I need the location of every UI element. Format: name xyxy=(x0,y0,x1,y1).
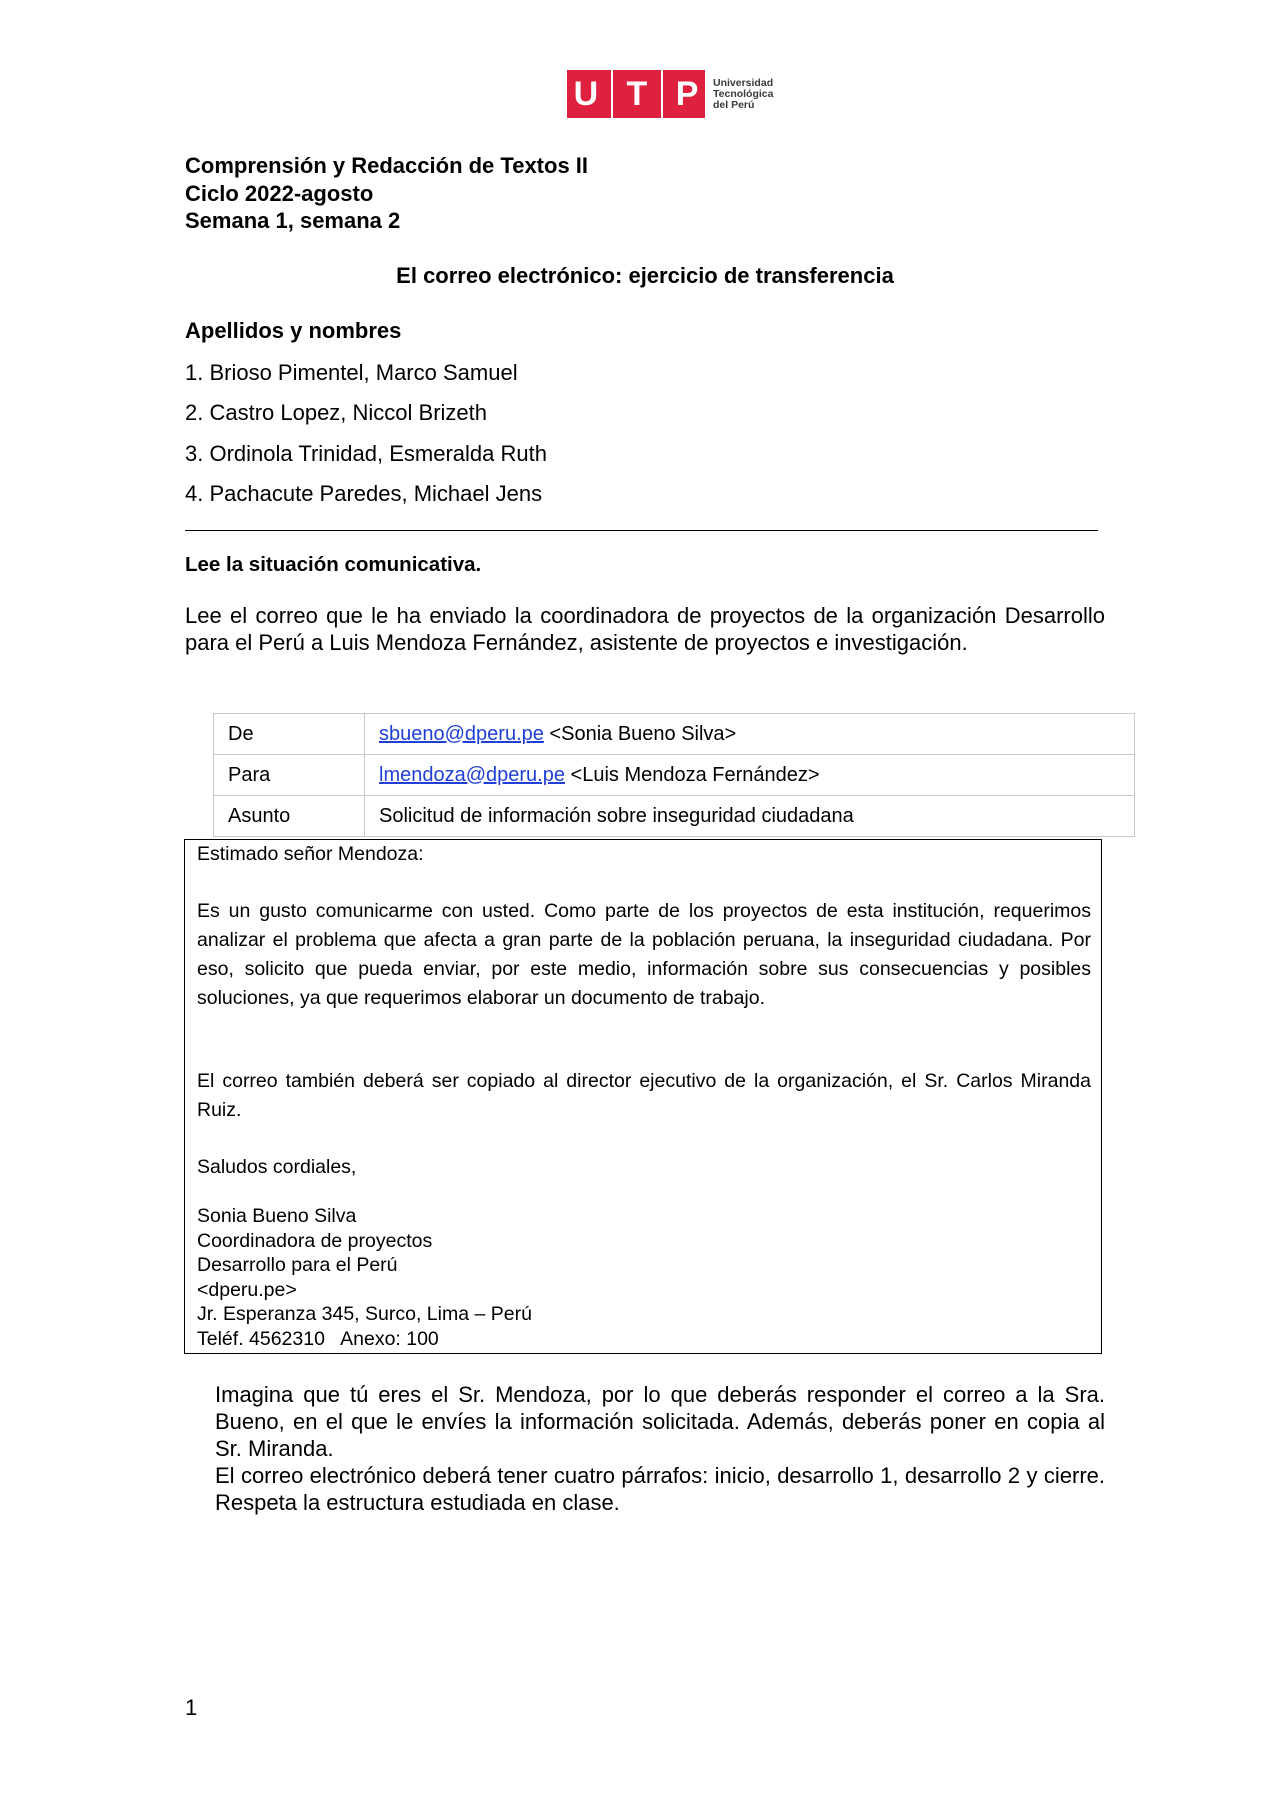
to-name: <Luis Mendoza Fernández> xyxy=(564,763,820,786)
to-value xyxy=(365,755,1135,796)
email-from-row xyxy=(214,714,1135,755)
member-item: 4. Pachacute Paredes, Michael Jens xyxy=(185,481,543,506)
to-label: Para xyxy=(214,755,365,796)
week-label: Semana 1, semana 2 xyxy=(185,208,401,233)
signature-line: Sonia Bueno Silva xyxy=(197,1205,357,1227)
email-paragraph-1: Es un gusto comunicarme con usted. Como parte de los proyectos de esta institución, requerimos analizar el problema que afecta a gran parte de la población peruana, la inseguridad ciudadana. Por eso, solicito que pueda enviar, por este medio, información sobre sus consecuencias y posibles soluciones, ya que requerimos elaborar un documento de trabajo. xyxy=(197,900,1091,1009)
logo-text-line: Universidad xyxy=(713,76,774,89)
email-body-box xyxy=(184,839,1102,1354)
logo-divider xyxy=(661,70,663,118)
from-name: <Sonia Bueno Silva> xyxy=(543,722,737,745)
email-subject-row xyxy=(214,796,1135,837)
subject-value: Solicitud de información sobre inseguridad ciudadana xyxy=(365,796,1135,837)
email-header-table xyxy=(213,713,1135,837)
signature-line: Desarrollo para el Perú xyxy=(197,1254,398,1276)
logo-letter-u: U xyxy=(573,74,599,113)
email-paragraph-2: El correo también deberá ser copiado al director ejecutivo de la organización, el Sr. Carlos Miranda Ruiz. xyxy=(197,1070,1091,1121)
separator-line xyxy=(185,530,1098,531)
page-number: 1 xyxy=(185,1695,198,1720)
member-item: 1. Brioso Pimentel, Marco Samuel xyxy=(185,360,518,385)
logo-divider xyxy=(611,70,613,118)
instructions xyxy=(215,1381,1105,1516)
from-email-link[interactable]: sbueno@dperu.pe xyxy=(379,722,544,745)
cycle-label: Ciclo 2022-agosto xyxy=(185,181,374,206)
subject-label: Asunto xyxy=(214,796,365,837)
from-label: De xyxy=(214,714,365,755)
logo-mark xyxy=(567,70,705,118)
document-title: El correo electrónico: ejercicio de transferencia xyxy=(396,263,894,288)
email-closing: Saludos cordiales, xyxy=(197,1156,357,1178)
logo-text-line: Tecnológica xyxy=(713,87,774,100)
instruction-paragraph: El correo electrónico deberá tener cuatro párrafos: inicio, desarrollo 1, desarrollo 2 y cierre. Respeta la estructura estudiada en clase. xyxy=(215,1463,1105,1515)
from-value xyxy=(365,714,1135,755)
email-greeting: Estimado señor Mendoza: xyxy=(197,843,424,865)
logo-text-line: del Perú xyxy=(713,98,755,111)
logo-letter-p: P xyxy=(675,74,699,113)
members-heading: Apellidos y nombres xyxy=(185,318,402,343)
signature-line: Jr. Esperanza 345, Surco, Lima – Perú xyxy=(197,1303,532,1325)
logo-wordmark xyxy=(713,78,773,111)
utp-logo xyxy=(567,70,773,118)
email-signature xyxy=(197,1204,532,1351)
signature-line: Coordinadora de proyectos xyxy=(197,1229,433,1252)
logo-letter-t: T xyxy=(626,74,648,113)
situation-heading: Lee la situación comunicativa. xyxy=(185,553,482,576)
signature-line: <dperu.pe> xyxy=(197,1278,297,1301)
signature-line: Teléf. 4562310 Anexo: 100 xyxy=(197,1327,439,1350)
course-name: Comprensión y Redacción de Textos II xyxy=(185,153,589,178)
instruction-paragraph: Imagina que tú eres el Sr. Mendoza, por lo que deberás responder el correo a la Sra. Bueno, en el que le envíes la información solicitada. Además, deberás poner en copia al Sr. Miranda. xyxy=(215,1382,1105,1461)
email-to-row xyxy=(214,755,1135,796)
to-email-link[interactable]: lmendoza@dperu.pe xyxy=(379,763,565,786)
intro-paragraph: Lee el correo que le ha enviado la coordinadora de proyectos de la organización Desarrollo para el Perú a Luis Mendoza Fernández, asistente de proyectos e investigación. xyxy=(185,603,1105,655)
member-item: 2. Castro Lopez, Niccol Brizeth xyxy=(185,400,488,425)
member-item: 3. Ordinola Trinidad, Esmeralda Ruth xyxy=(185,441,547,466)
